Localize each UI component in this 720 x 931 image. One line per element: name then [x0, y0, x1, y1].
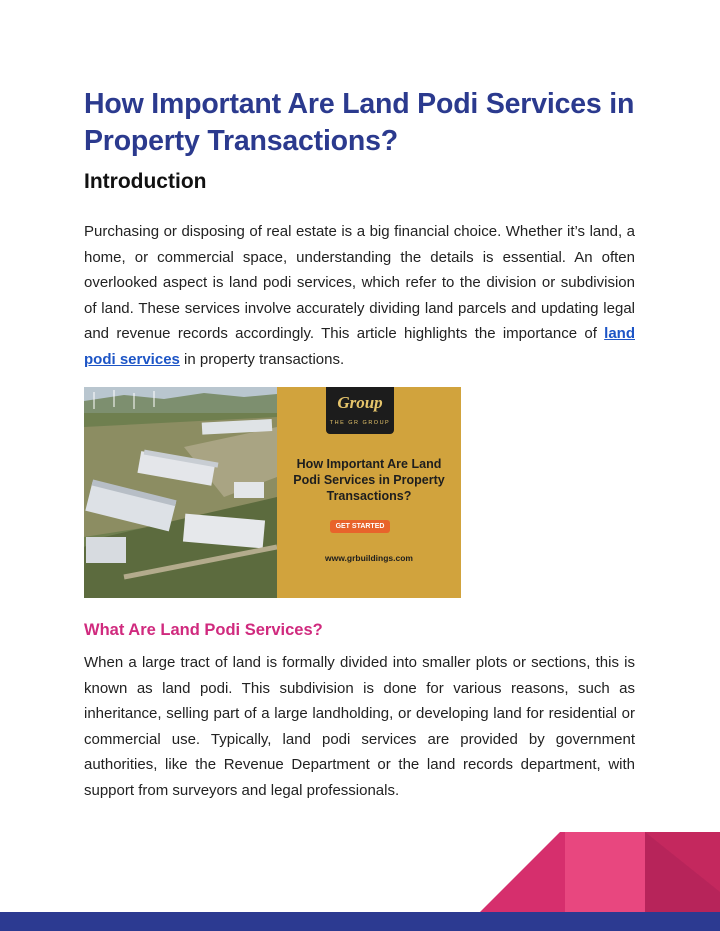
intro-text-before-link: Purchasing or disposing of real estate is a big financial choice. Whether it’s land, a home, or commercial space, understanding the details is essential. An often overlooked aspect is land podi services, which refer to the division or subdivision of land. These services involve accurately dividing land parcels and updating legal and revenue records accordingly. This article highlights the importance of — [84, 223, 635, 343]
logo-subtext: THE GR GROUP — [329, 420, 391, 426]
gr-group-logo — [326, 387, 394, 434]
logo-text: Group — [337, 393, 383, 412]
intro-text-after-link: in property transactions. — [179, 350, 345, 368]
corner-decoration — [480, 832, 720, 912]
get-started-button: GET STARTED — [330, 520, 390, 533]
page-title: How Important Are Land Podi Services in Property Transactions? — [84, 88, 635, 157]
banner-panel — [277, 387, 461, 598]
banner-headline: How Important Are Land Podi Services in Property Transactions? — [293, 457, 445, 503]
land-podi-services-link[interactable]: land podi services — [84, 325, 635, 368]
aerial-photo — [84, 387, 277, 598]
intro-heading: Introduction — [84, 170, 207, 193]
banner-website: www.grbuildings.com — [325, 553, 413, 563]
section-paragraph: When a large tract of land is formally divided into smaller plots or sections, this is known as land podi. This subdivision is done for various reasons, such as inheritance, selling part of a large landholding, or developing land for residential or commercial use. Typically, land podi services are provided by government authorities, like the Revenue Department or the land records department, with support from surveyors and legal professionals. — [84, 654, 635, 799]
section-heading: What Are Land Podi Services? — [84, 621, 323, 639]
footer-bar — [0, 912, 720, 931]
intro-paragraph — [84, 219, 635, 373]
article-banner-image — [84, 387, 461, 598]
